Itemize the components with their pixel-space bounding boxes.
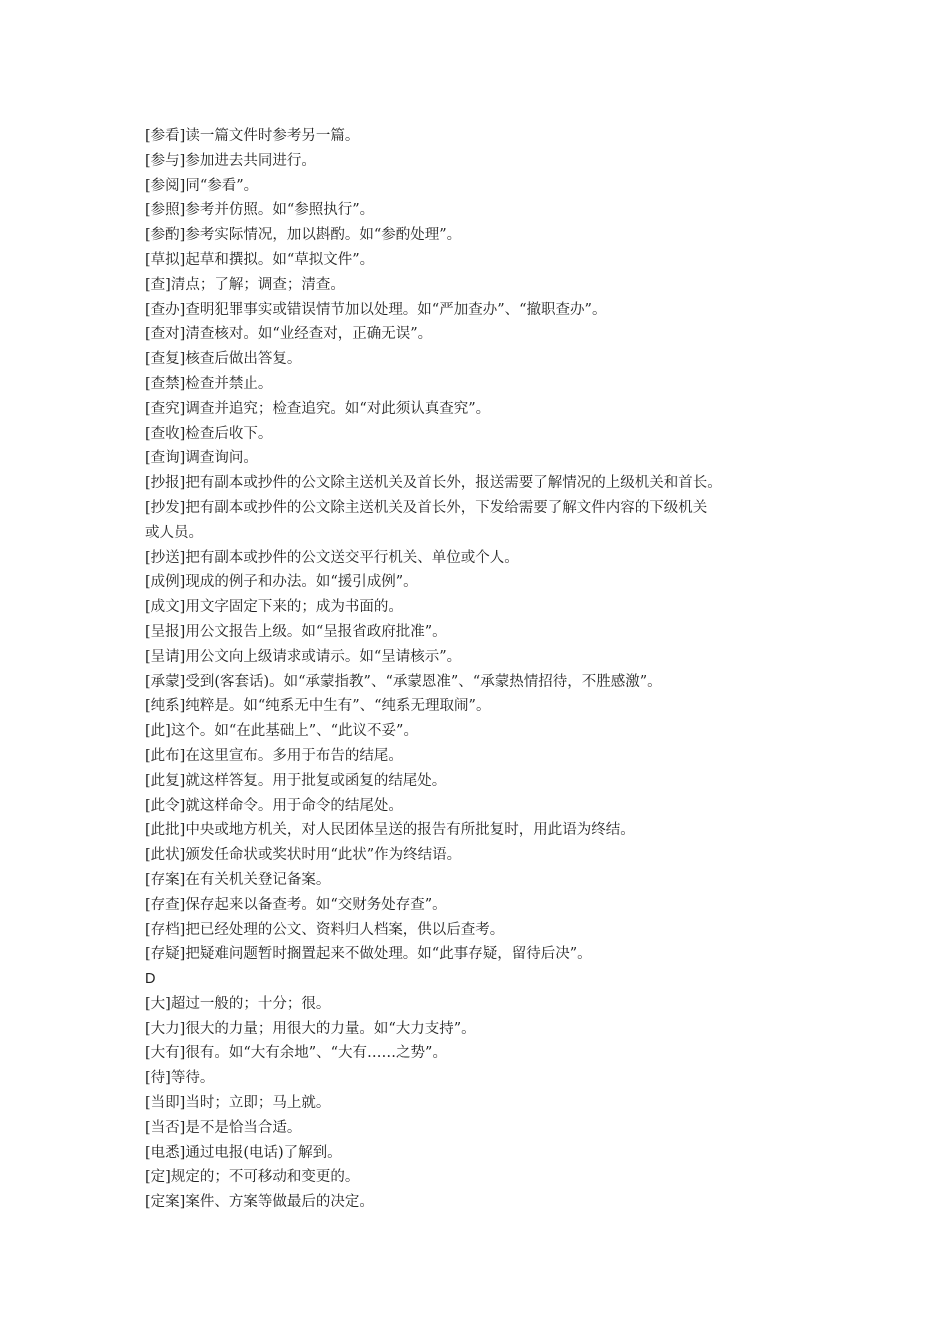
glossary-line: [查询]调查询问。 — [145, 450, 258, 467]
glossary-line: [承蒙]受到(客套话)。如“承蒙指教”、“承蒙恩准”、“承蒙热情招待，不胜感激”。 — [145, 673, 662, 690]
glossary-line: [抄报]把有副本或抄件的公文除主送机关及首长外，报送需要了解情况的上级机关和首长。 — [145, 475, 722, 492]
glossary-line: [参酌]参考实际情况，加以斟酌。如“参酌处理”。 — [145, 227, 462, 244]
glossary-line: [抄送]把有副本或抄件的公文送交平行机关、单位或个人。 — [145, 549, 519, 566]
glossary-body — [145, 124, 825, 1215]
glossary-line: [大有]很有。如“大有余地”、“大有……之势”。 — [145, 1045, 447, 1062]
glossary-line: [当即]当时；立即；马上就。 — [145, 1095, 331, 1112]
glossary-line: [此]这个。如“在此基础上”、“此议不妥”。 — [145, 723, 418, 740]
glossary-line: [参照]参考并仿照。如“参照执行”。 — [145, 202, 375, 219]
glossary-line: [定案]案件、方案等做最后的决定。 — [145, 1194, 374, 1211]
glossary-line: [待]等待。 — [145, 1070, 215, 1087]
glossary-line: [参看]读一篇文件时参考另一篇。 — [145, 128, 360, 144]
glossary-line: [定]规定的；不可移动和变更的。 — [145, 1169, 360, 1186]
glossary-line: [当否]是不是恰当合适。 — [145, 1119, 302, 1136]
glossary-line: [此复]就这样答复。用于批复或函复的结尾处。 — [145, 772, 447, 789]
glossary-line: [查禁]检查并禁止。 — [145, 375, 273, 392]
glossary-line: [参阅]同“参看”。 — [145, 177, 259, 194]
glossary-line: [存疑]把疑难问题暂时搁置起来不做处理。如“此事存疑，留待后决”。 — [145, 946, 592, 963]
glossary-line: [大]超过一般的；十分；很。 — [145, 995, 331, 1012]
glossary-line: [成文]用文字固定下来的；成为书面的。 — [145, 599, 403, 616]
glossary-line: [查复]核查后做出答复。 — [145, 351, 302, 368]
glossary-line: [查究]调查并追究；检查追究。如“对此须认真查究”。 — [145, 400, 491, 417]
glossary-line: [此状]颁发任命状或奖状时用“此状”作为终结语。 — [145, 847, 462, 864]
glossary-line: [呈请]用公文向上级请求或请示。如“呈请核示”。 — [145, 648, 462, 665]
glossary-line: [查收]检查后收下。 — [145, 425, 273, 442]
glossary-line: [电悉]通过电报(电话)了解到。 — [145, 1144, 342, 1161]
glossary-line: [存档]把已经处理的公文、资料归人档案，供以后查考。 — [145, 921, 505, 938]
section-heading-letter: D — [145, 971, 156, 988]
glossary-line: [存查]保存起来以备查考。如“交财务处存查”。 — [145, 896, 447, 913]
glossary-line: 或人员。 — [145, 524, 203, 541]
glossary-line: [草拟]起草和撰拟。如“草拟文件”。 — [145, 251, 375, 268]
glossary-line: [抄发]把有副本或抄件的公文除主送机关及首长外，下发给需要了解文件内容的下级机关 — [145, 499, 708, 516]
glossary-line: [参与]参加进去共同进行。 — [145, 152, 316, 169]
glossary-line: [查对]清查核对。如“业经查对，正确无误”。 — [145, 326, 433, 343]
glossary-line: [纯系]纯粹是。如“纯系无中生有”、“纯系无理取闹”。 — [145, 698, 491, 715]
glossary-line: [呈报]用公文报告上级。如“呈报省政府批准”。 — [145, 623, 447, 640]
glossary-line: [大力]很大的力量；用很大的力量。如“大力支持”。 — [145, 1020, 476, 1037]
glossary-line: [查办]查明犯罪事实或错误情节加以处理。如“严加查办”、“撤职查办”。 — [145, 301, 607, 318]
glossary-line: [查]清点；了解；调查；清查。 — [145, 276, 345, 293]
glossary-line: [成例]现成的例子和办法。如“援引成例”。 — [145, 574, 418, 591]
glossary-line: [此令]就这样命令。用于命令的结尾处。 — [145, 797, 403, 814]
glossary-line: [此布]在这里宣布。多用于布告的结尾。 — [145, 747, 403, 764]
glossary-line: [存案]在有关机关登记备案。 — [145, 871, 331, 888]
glossary-line: [此批]中央或地方机关，对人民团体呈送的报告有所批复时，用此语为终结。 — [145, 822, 635, 839]
